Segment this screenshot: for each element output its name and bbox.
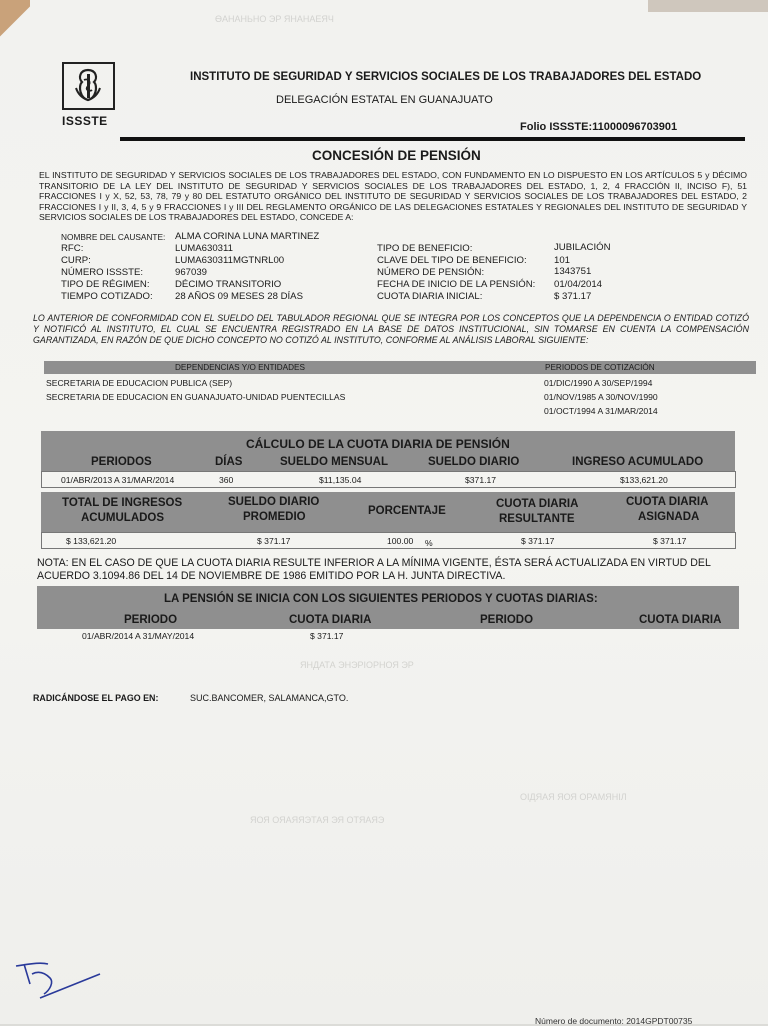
calc-porc-sym: % bbox=[425, 538, 433, 548]
calc-promedio: $ 371.17 bbox=[257, 536, 291, 546]
period-row: 01/DIC/1990 A 30/SEP/1994 bbox=[544, 378, 653, 388]
clave-label: CLAVE DEL TIPO DE BENEFICIO: bbox=[377, 255, 527, 266]
inicio-periodo: 01/ABR/2014 A 31/MAY/2014 bbox=[82, 631, 195, 641]
curp-label: CURP: bbox=[61, 255, 91, 266]
issste-logo bbox=[62, 62, 117, 130]
col-cuota-resultante: CUOTA DIARIA bbox=[496, 498, 579, 510]
conformidad-note: LO ANTERIOR DE CONFORMIDAD CON EL SUELDO DEL TABULADOR REGIONAL QUE SE INTEGRA POR LOS CONCEPTOS QUE LA DEPENDENCIA O ENTIDAD COTIZÓ Y NOTIFICÓ AL INSTITUTO, EL CUAL SE ENCUENTRA REGISTRADO EN LA BASE DE DATOS INSTITUCIONAL, SIN TOMARSE EN CUENTA LA COMPENSACIÓN GARANTIZADA, EN RAZÓN DE QUE DICHO CONCEPTO NO COTIZÓ AL INSTITUTO, CONFORME AL ANÁLISIS LABORAL SIGUIENTE: bbox=[33, 313, 749, 345]
bleed-through: ОІДЯАЯ ЯОЯ ОРАМЯНІЛ bbox=[520, 792, 627, 802]
rfc-value: LUMA630311 bbox=[175, 243, 233, 254]
folded-corner bbox=[0, 0, 30, 60]
inicio-cuota: $ 371.17 bbox=[310, 631, 344, 641]
cuota-label: CUOTA DIARIA INICIAL: bbox=[377, 291, 483, 302]
periodos-col-header: PERIODOS DE COTIZACIÓN bbox=[545, 363, 655, 372]
col-ingreso-acumulado: INGRESO ACUMULADO bbox=[572, 456, 704, 468]
rfc-label: RFC: bbox=[61, 243, 84, 254]
col-periodos: PERIODOS bbox=[91, 456, 152, 468]
clave-value: 101 bbox=[554, 255, 571, 266]
desk-edge bbox=[648, 0, 768, 12]
entity-row: SECRETARIA DE EDUCACION EN GUANAJUATO-UNIDAD PUENTECILLAS bbox=[46, 392, 346, 402]
bleed-through: ѲАНАНЬНО ЭР ЯНАНАЕЯЧ bbox=[215, 14, 334, 24]
issste-value: 967039 bbox=[175, 267, 208, 278]
calc-resultante: $ 371.17 bbox=[521, 536, 555, 546]
col-cuota-1: CUOTA DIARIA bbox=[289, 614, 372, 626]
fecha-label: FECHA DE INICIO DE LA PENSIÓN: bbox=[377, 279, 536, 290]
signature-mark bbox=[10, 954, 110, 1004]
tiempo-label: TIEMPO COTIZADO: bbox=[61, 291, 153, 302]
pago-value: SUC.BANCOMER, SALAMANCA,GTO. bbox=[190, 693, 349, 703]
col-cuota-2: CUOTA DIARIA bbox=[639, 614, 722, 626]
num-pension-value: 1343751 bbox=[554, 266, 592, 277]
document-title: CONCESIÓN DE PENSIÓN bbox=[312, 148, 481, 163]
pago-label: RADICÁNDOSE EL PAGO EN: bbox=[33, 693, 159, 703]
delegation-name: DELEGACIÓN ESTATAL EN GUANAJUATO bbox=[276, 94, 493, 106]
period-row: 01/OCT/1994 A 31/MAR/2014 bbox=[544, 406, 658, 416]
col-cuota-asignada: CUOTA DIARIA bbox=[626, 496, 709, 508]
calc-sueldo-diario: $371.17 bbox=[465, 475, 497, 485]
col-sueldo-mensual: SUELDO MENSUAL bbox=[280, 456, 388, 468]
dependencias-col-header: DEPENDENCIAS Y/O ENTIDADES bbox=[175, 363, 305, 372]
col-sueldo-diario: SUELDO DIARIO bbox=[428, 456, 520, 468]
period-row: 01/NOV/1985 A 30/NOV/1990 bbox=[544, 392, 658, 402]
calculo-title: CÁLCULO DE LA CUOTA DIARIA DE PENSIÓN bbox=[246, 437, 510, 451]
col-cuota-resultante-2: RESULTANTE bbox=[499, 513, 575, 525]
calc-total: $ 133,621.20 bbox=[66, 536, 117, 546]
inicio-title: LA PENSIÓN SE INICIA CON LOS SIGUIENTES PERIODOS Y CUOTAS DIARIAS: bbox=[164, 593, 598, 605]
name-value: ALMA CORINA LUNA MARTINEZ bbox=[175, 231, 320, 242]
col-sueldo-promedio: SUELDO DIARIO bbox=[228, 496, 320, 508]
col-periodo-1: PERIODO bbox=[124, 614, 178, 626]
folio-number: Folio ISSSTE:11000096703901 bbox=[520, 121, 678, 133]
issste-label: NÚMERO ISSSTE: bbox=[61, 267, 144, 278]
beneficio-value: JUBILACIÓN bbox=[554, 242, 611, 253]
tiempo-value: 28 AÑOS 09 MESES 28 DÍAS bbox=[175, 291, 303, 302]
intro-paragraph: EL INSTITUTO DE SEGURIDAD Y SERVICIOS SOCIALES DE LOS TRABAJADORES DEL ESTADO, CON FUNDAMENTO EN LO DISPUESTO EN LOS ARTÍCULOS 5 y DÉCIMO TRANSITORIO DE LA LEY DEL INSTITUTO DE SEGURIDAD Y SERVICIOS SOCIALES DE LOS TRABAJADORES DEL ESTADO, 1, 2, 4 FRACCIÓN II, INCISO F), 51 FRACCIONES I y X, 52, 53, 78, 79 y 80 DEL ESTATUTO ORGÁNICO DEL INSTITUTO DE SEGURIDAD Y SERVICIOS SOCIALES DE LOS TRABAJADORES DEL ESTADO, 2 FRACCIONES I y II, 3, 4, 5 y 9 FRACCIONES I y III DEL REGLAMENTO ORGÁNICO DE LAS DELEGACIONES ESTATALES Y REGIONALES DEL INSTITUTO DE SEGURIDAD Y SERVICIOS SOCIALES DE LOS TRABAJADORES DEL ESTADO, CONCEDE A: bbox=[39, 170, 747, 223]
calc-asignada: $ 371.17 bbox=[653, 536, 687, 546]
regimen-value: DÉCIMO TRANSITORIO bbox=[175, 279, 282, 290]
calc-periodo: 01/ABR/2013 A 31/MAR/2014 bbox=[61, 475, 175, 485]
calc-sueldo-mensual: $11,135.04 bbox=[319, 475, 362, 485]
col-total-ingresos: TOTAL DE INGRESOS bbox=[62, 497, 183, 509]
bleed-through: ЯНДАТА ЭНЭРІОРНОЯ ЭР bbox=[300, 660, 414, 670]
col-cuota-asignada-2: ASIGNADA bbox=[638, 511, 700, 523]
beneficio-label: TIPO DE BENEFICIO: bbox=[377, 243, 473, 254]
header-divider bbox=[120, 137, 745, 141]
col-periodo-2: PERIODO bbox=[480, 614, 534, 626]
logo-text: ISSSTE bbox=[62, 114, 108, 128]
calc-dias: 360 bbox=[219, 475, 234, 485]
calc-porcentaje: 100.00 bbox=[387, 536, 414, 546]
institute-name: INSTITUTO DE SEGURIDAD Y SERVICIOS SOCIALES DE LOS TRABAJADORES DEL ESTADO bbox=[190, 71, 702, 83]
col-porcentaje: PORCENTAJE bbox=[368, 505, 446, 517]
fecha-value: 01/04/2014 bbox=[554, 279, 603, 290]
bleed-through: ЯОЯ ОЯАЯЯЭТАЯ ЭЯ ОТЯАЯЭ bbox=[250, 815, 385, 825]
nota-paragraph: NOTA: EN EL CASO DE QUE LA CUOTA DIARIA RESULTE INFERIOR A LA MÍNIMA VIGENTE, ÉSTA SERÁ ACTUALIZADA EN VIRTUD DEL ACUERDO 3.1094.86 DEL 14 DE NOVIEMBRE DE 1986 EMITIDO POR LA H. JUNTA DIRECTIVA. bbox=[37, 557, 711, 582]
col-sueldo-promedio-2: PROMEDIO bbox=[243, 511, 306, 523]
col-dias: DÍAS bbox=[215, 456, 243, 468]
col-total-ingresos-2: ACUMULADOS bbox=[81, 512, 165, 524]
calc-ingreso: $133,621.20 bbox=[620, 475, 668, 485]
name-label: NOMBRE DEL CAUSANTE: bbox=[61, 232, 166, 242]
regimen-label: TIPO DE RÉGIMEN: bbox=[61, 279, 150, 290]
cuota-value: $ 371.17 bbox=[554, 291, 592, 302]
curp-value: LUMA630311MGTNRL00 bbox=[175, 255, 285, 266]
entity-row: SECRETARIA DE EDUCACION PUBLICA (SEP) bbox=[46, 378, 233, 388]
num-pension-label: NÚMERO DE PENSIÓN: bbox=[377, 267, 485, 278]
document-number: Número de documento: 2014GPDT00735 bbox=[535, 1016, 693, 1026]
